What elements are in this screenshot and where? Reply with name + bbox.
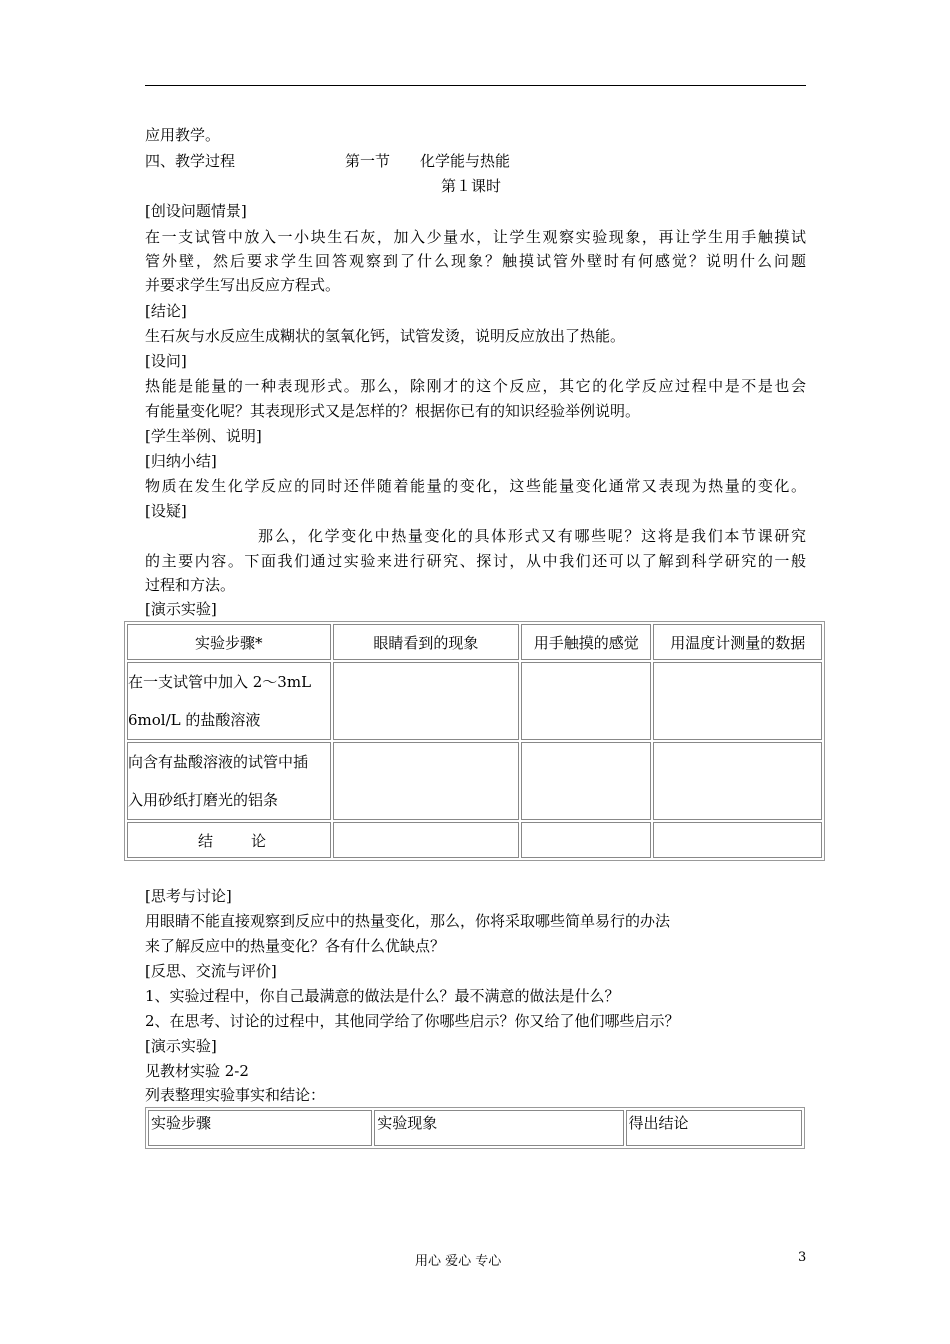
paragraph-line: 有能量变化呢？其表现形式又是怎样的？根据你已有的知识经验举例说明。 [145, 402, 641, 420]
lesson-label: 第１课时 [441, 177, 502, 195]
paragraph-line: 并要求学生写出反应方程式。 [145, 276, 341, 294]
conclusion-label: 论 [251, 831, 267, 850]
table-cell [127, 822, 331, 858]
subheading: [学生举例、说明] [145, 427, 262, 445]
subheading: [思考与讨论] [145, 887, 232, 905]
table-header-cell: 实验现象 [374, 1110, 623, 1146]
paragraph-line: 物质在发生化学反应的同时还伴随着能量的变化，这些能量变化通常又表现为热量的变化。 [145, 477, 806, 495]
table-cell [521, 662, 651, 740]
paragraph-line: 管外壁，然后要求学生回答观察到了什么现象？触摸试管外壁时有何感觉？说明什么问题 [145, 252, 806, 270]
subheading: [反思、交流与评价] [145, 962, 277, 980]
section-title: 化学能与热能 [420, 152, 511, 170]
paragraph-line: 2、在思考、讨论的过程中，其他同学给了你哪些启示？你又给了他们哪些启示？ [145, 1012, 680, 1030]
table-cell [653, 662, 822, 740]
cell-text: 在一支试管中加入 2～3mL [128, 673, 312, 691]
paragraph-line: 那么，化学变化中热量变化的具体形式又有哪些呢？这将是我们本节课研究 [258, 527, 806, 545]
conclusion-label: 结 [198, 831, 214, 850]
table-header-cell: 得出结论 [626, 1110, 802, 1146]
table-cell [333, 822, 520, 858]
cell-text: 入用砂纸打磨光的铝条 [128, 791, 279, 809]
table-cell [333, 662, 520, 740]
paragraph-line: 热能是能量的一种表现形式。那么，除刚才的这个反应，其它的化学反应过程中是不是也会 [145, 377, 806, 395]
subheading: [归纳小结] [145, 452, 217, 470]
table-header-cell: 用温度计测量的数据 [653, 624, 822, 660]
paragraph-line: 在一支试管中放入一小块生石灰，加入少量水，让学生观察实验现象，再让学生用手触摸试 [145, 228, 806, 246]
table-cell [521, 742, 651, 820]
subheading: [演示实验] [145, 1037, 217, 1055]
table-cell [521, 822, 651, 858]
section-number: 第一节 [345, 152, 391, 170]
table-cell [653, 822, 822, 858]
subheading: [结论] [145, 302, 187, 320]
subheading: [演示实验] [145, 600, 217, 618]
paragraph-line: 用眼睛不能直接观察到反应中的热量变化，那么，你将采取哪些简单易行的办法 [145, 912, 671, 930]
paragraph-line: 列表整理实验事实和结论： [145, 1086, 326, 1104]
paragraph-line: 见教材实验 2-2 [145, 1062, 249, 1080]
cell-text: 6mol/L 的盐酸溶液 [128, 711, 261, 729]
table-cell [333, 742, 520, 820]
table-cell [653, 742, 822, 820]
subheading: [设疑] [145, 502, 187, 520]
page-number: 3 [798, 1250, 807, 1265]
paragraph-line: 的主要内容。下面我们通过实验来进行研究、探讨，从中我们还可以了解到科学研究的一般 [145, 552, 806, 570]
header-rule [145, 85, 806, 86]
table-header-cell: 实验步骤* [127, 624, 331, 660]
table-header-cell: 实验步骤 [148, 1110, 372, 1146]
section-heading: 四、教学过程 [145, 152, 236, 170]
cell-text: 向含有盐酸溶液的试管中插 [128, 753, 309, 771]
table-header-cell: 用手触摸的感觉 [521, 624, 651, 660]
paragraph-line: 生石灰与水反应生成糊状的氢氧化钙，试管发烫，说明反应放出了热能。 [145, 327, 626, 345]
summary-table [145, 1107, 805, 1149]
table-cell [127, 662, 331, 740]
table-header-cell: 眼睛看到的现象 [333, 624, 520, 660]
subheading: [创设问题情景] [145, 202, 247, 220]
paragraph-line: 1、实验过程中，你自己最满意的做法是什么？最不满意的做法是什么？ [145, 987, 620, 1005]
paragraph-line: 过程和方法。 [145, 576, 236, 594]
table-cell [127, 742, 331, 820]
subheading: [设问] [145, 352, 187, 370]
text-line: 应用教学。 [145, 126, 221, 144]
experiment-table [124, 621, 825, 861]
paragraph-line: 来了解反应中的热量变化？各有什么优缺点？ [145, 937, 446, 955]
footer-text: 用心 爱心 专心 [415, 1254, 502, 1269]
